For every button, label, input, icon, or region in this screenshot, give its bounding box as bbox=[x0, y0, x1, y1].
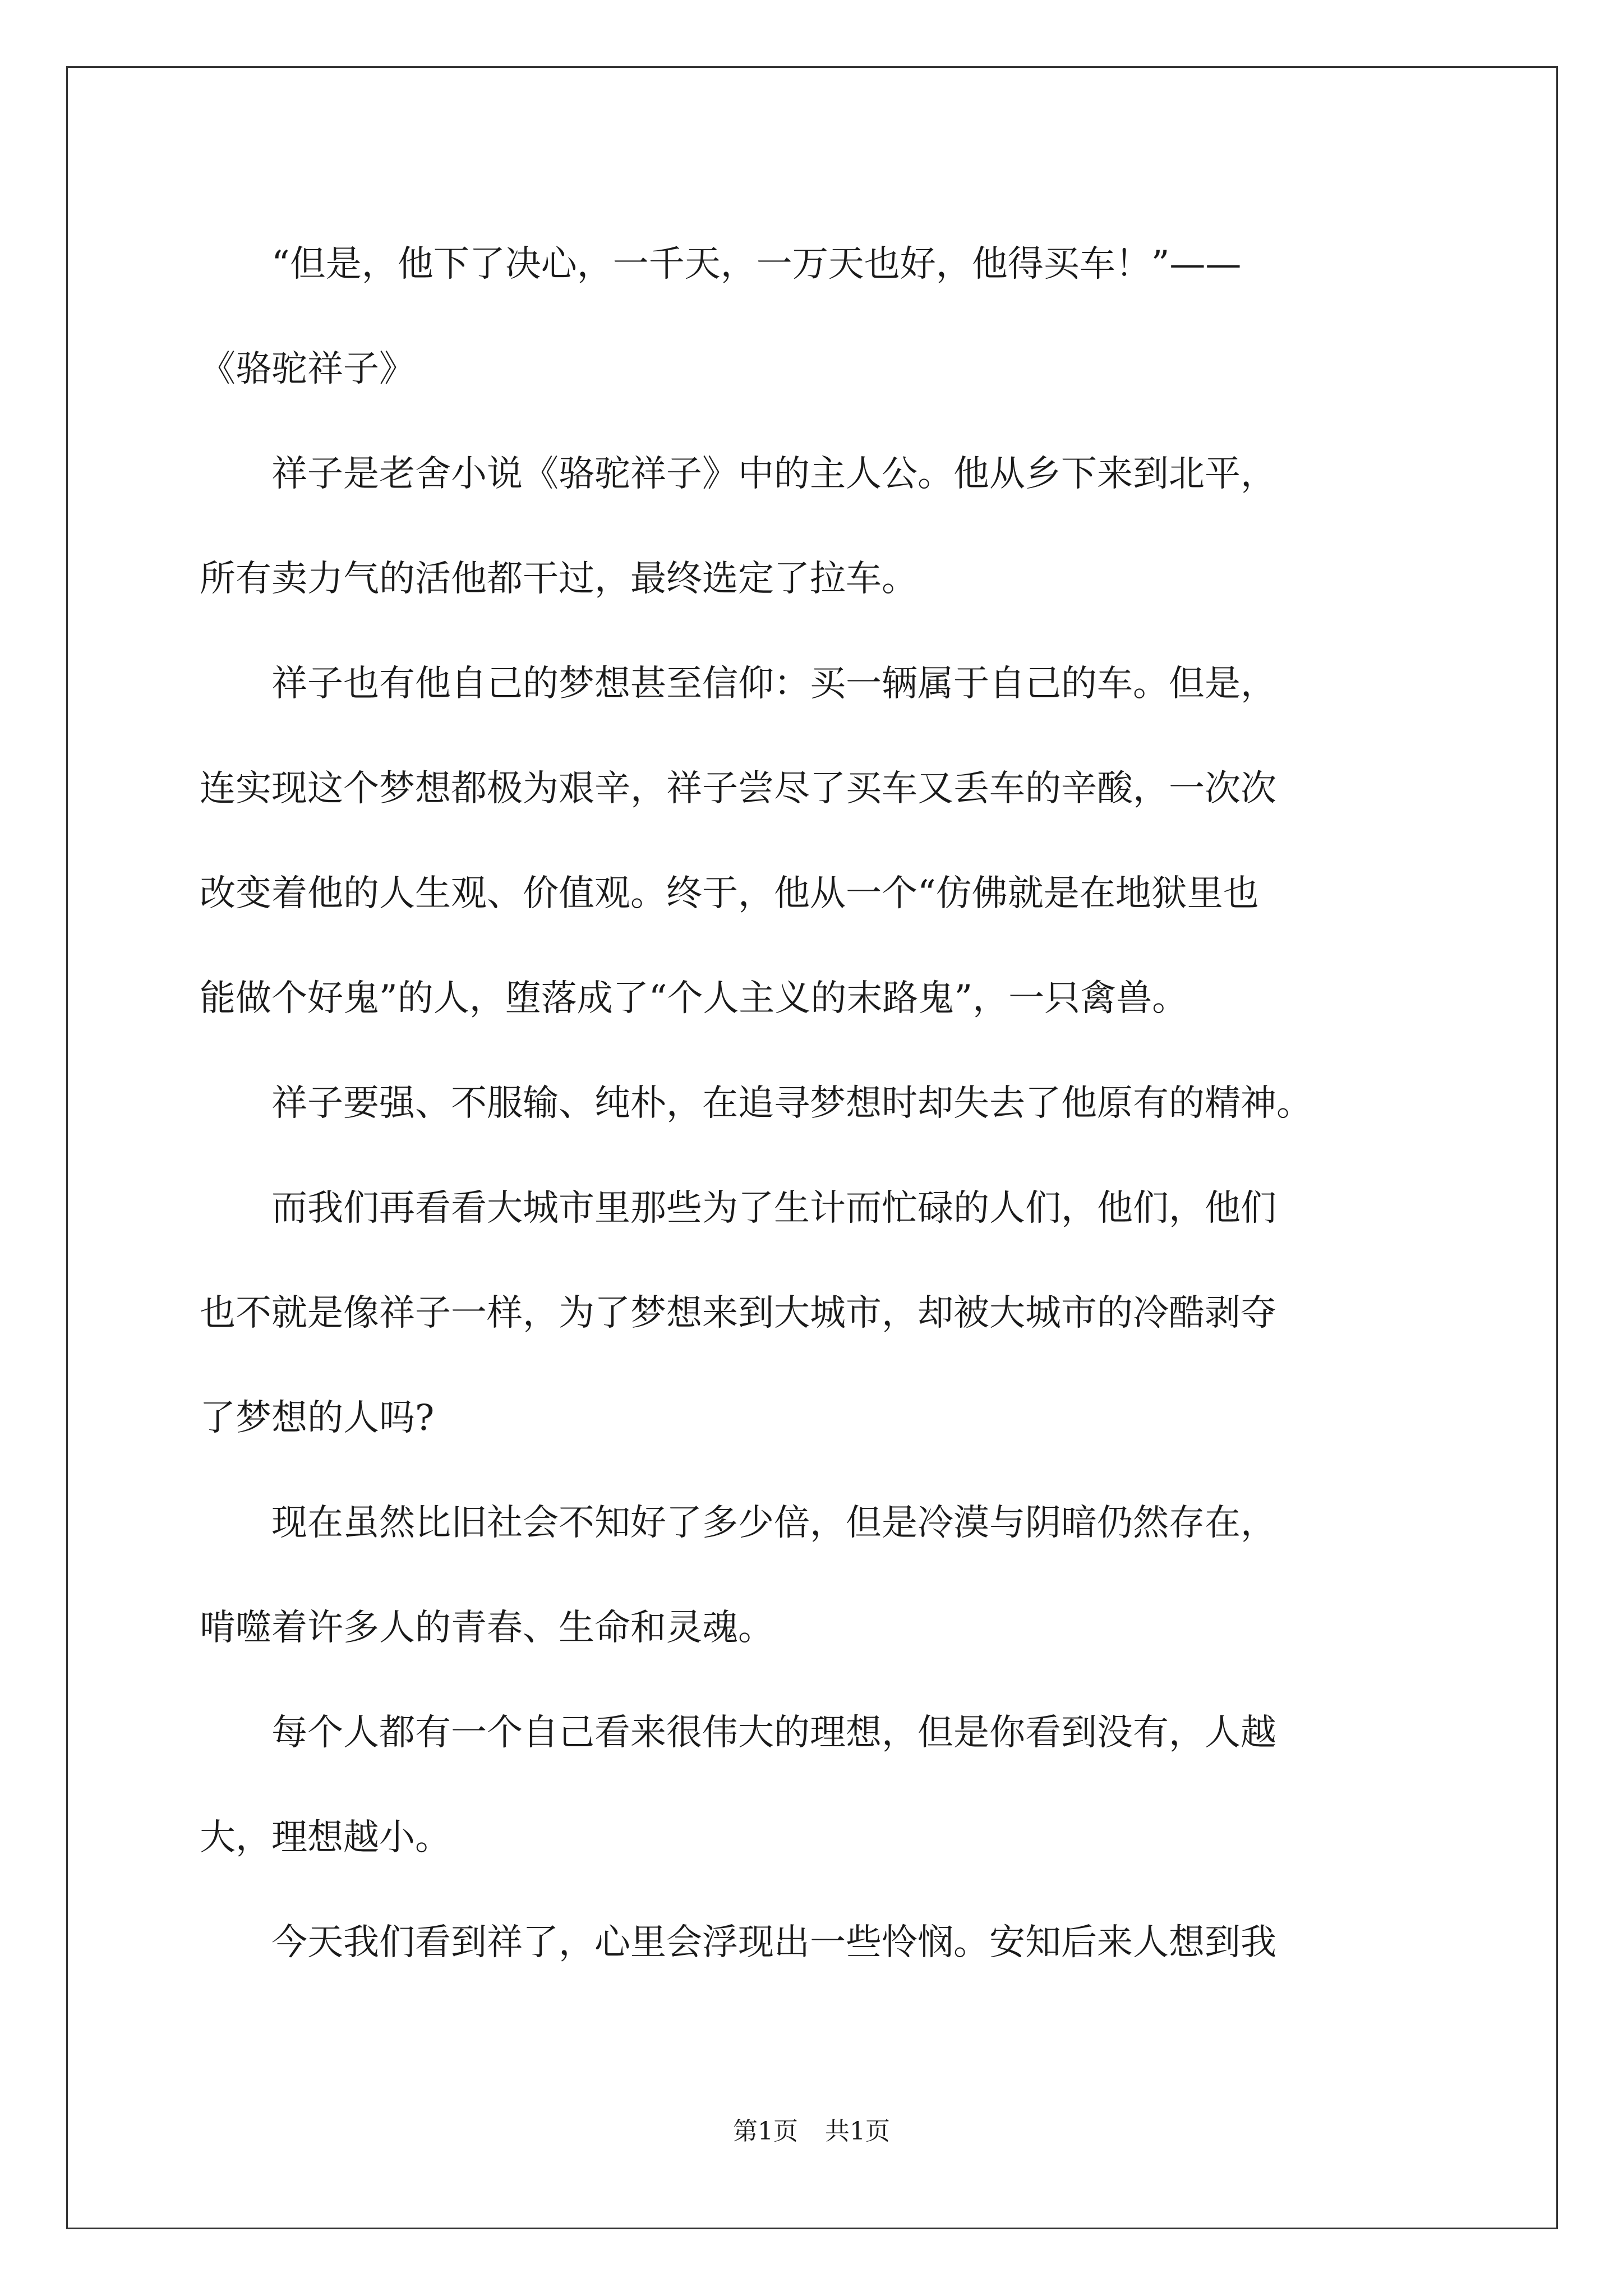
text-line: 能做个好鬼”的人，堕落成了“个人主义的末路鬼”，一只禽兽。 bbox=[200, 978, 1188, 1019]
text-line: 大，理想越小。 bbox=[200, 1817, 451, 1858]
text-line: 也不就是像祥子一样，为了梦想来到大城市，却被大城市的冷酷剥夺 bbox=[200, 1292, 1276, 1334]
text-line: 《骆驼祥子》 bbox=[200, 348, 415, 390]
text-line: 而我们再看看大城市里那些为了生计而忙碌的人们，他们，他们 bbox=[200, 1188, 1276, 1229]
text-line: 祥子是老舍小说《骆驼祥子》中的主人公。他从乡下来到北平， bbox=[200, 453, 1276, 495]
text-line: 今天我们看到祥了，心里会浮现出一些怜悯。安知后来人想到我 bbox=[200, 1922, 1276, 1963]
text-line: 改变着他的人生观、价值观。终于，他从一个“仿佛就是在地狱里也 bbox=[200, 873, 1259, 914]
text-line: “但是，他下了决心，一千天，一万天也好，他得买车！”—— bbox=[200, 243, 1242, 285]
page-number-total: 共1页 bbox=[825, 2117, 890, 2146]
text-line: 了梦想的人吗? bbox=[200, 1397, 435, 1439]
text-line: 啃噬着许多人的青春、生命和灵魂。 bbox=[200, 1607, 774, 1649]
text-line: 祥子要强、不服输、纯朴，在追寻梦想时却失去了他原有的精神。 bbox=[200, 1083, 1312, 1124]
document-body bbox=[200, 212, 1431, 1995]
page-footer bbox=[0, 2115, 1623, 2148]
page-number-current: 第1页 bbox=[733, 2117, 798, 2146]
text-line: 所有卖力气的活他都干过，最终选定了拉车。 bbox=[200, 558, 917, 600]
text-line: 每个人都有一个自己看来很伟大的理想，但是你看到没有，人越 bbox=[200, 1712, 1276, 1754]
text-line: 祥子也有他自己的梦想甚至信仰：买一辆属于自己的车。但是， bbox=[200, 663, 1276, 705]
text-line: 连实现这个梦想都极为艰辛，祥子尝尽了买车又丢车的辛酸，一次次 bbox=[200, 768, 1276, 809]
text-line: 现在虽然比旧社会不知好了多少倍，但是冷漠与阴暗仍然存在， bbox=[200, 1502, 1276, 1544]
